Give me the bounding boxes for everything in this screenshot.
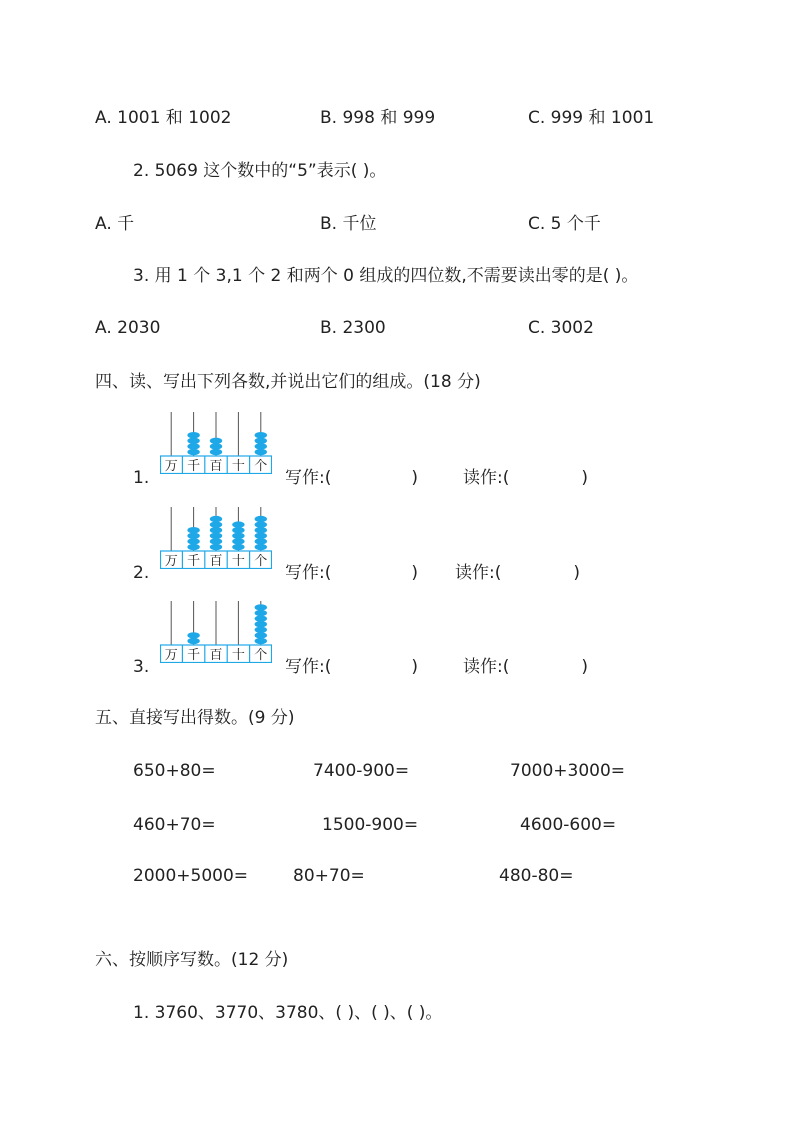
place-label: 个: [254, 554, 268, 569]
abacus-bead: [255, 449, 267, 455]
q3-stem: 3. 用 1 个 3,1 个 2 和两个 0 组成的四位数,不需要读出零的是( )。: [133, 266, 639, 286]
abacus-bead: [187, 438, 199, 444]
place-label: 万: [164, 648, 178, 663]
calc-item: 2000+5000=: [133, 866, 249, 886]
write-close: ): [411, 563, 419, 583]
place-label: 百: [209, 554, 223, 569]
calc-item: 460+70=: [133, 815, 216, 835]
place-label: 百: [209, 459, 223, 474]
abacus-bead: [187, 449, 199, 455]
abacus-bead: [187, 527, 199, 533]
abacus-bead: [255, 621, 267, 627]
abacus-bead: [187, 544, 199, 550]
place-label: 千: [187, 459, 201, 474]
abacus-bead: [232, 521, 244, 527]
q3-option-c: C. 3002: [528, 318, 594, 338]
read-answer: [455, 565, 580, 582]
place-label: 十: [231, 459, 245, 474]
abacus-bead: [210, 449, 222, 455]
calc-item: 4600-600=: [520, 815, 617, 835]
abacus-bead: [210, 443, 222, 449]
q2-option-b: B. 千位: [320, 214, 377, 234]
read-answer: [463, 470, 588, 487]
q1-option-c: C. 999 和 1001: [528, 108, 655, 128]
abacus-bead: [187, 638, 199, 644]
abacus-bead: [255, 533, 267, 539]
place-label: 千: [187, 554, 201, 569]
place-label: 万: [164, 554, 178, 569]
read-label: 读作:(: [463, 657, 510, 677]
q2-option-a: A. 千: [95, 214, 135, 234]
abacus-bead: [210, 544, 222, 550]
abacus-bead: [255, 527, 267, 533]
abacus-bead: [187, 538, 199, 544]
abacus-bead: [255, 521, 267, 527]
calc-item: 650+80=: [133, 761, 216, 781]
abacus-bead: [255, 432, 267, 438]
write-label: 写作:(: [285, 468, 332, 488]
abacus-bead: [255, 443, 267, 449]
abacus-bead: [232, 544, 244, 550]
q3-option-b: B. 2300: [320, 318, 386, 338]
q3-option-a: A. 2030: [95, 318, 161, 338]
place-label: 万: [164, 459, 178, 474]
place-label: 十: [231, 648, 245, 663]
abacus-bead: [255, 632, 267, 638]
abacus-bead: [255, 516, 267, 522]
abacus-bead: [255, 615, 267, 621]
abacus-bead: [255, 438, 267, 444]
read-answer: [463, 659, 588, 676]
calc-item: 80+70=: [293, 866, 365, 886]
write-label: 写作:(: [285, 563, 332, 583]
abacus: [160, 412, 272, 474]
read-close: ): [581, 657, 589, 677]
abacus-bead: [255, 604, 267, 610]
abacus-bead: [210, 516, 222, 522]
abacus-bead: [210, 538, 222, 544]
section5-title: 五、直接写出得数。(9 分): [95, 708, 295, 728]
abacus-bead: [255, 538, 267, 544]
place-label: 十: [231, 554, 245, 569]
abacus: [160, 507, 272, 569]
write-answer: [285, 565, 418, 582]
q1-option-a: A. 1001 和 1002: [95, 108, 232, 128]
abacus-item-number: 3.: [133, 657, 150, 677]
place-label: 千: [187, 648, 201, 663]
sequence-question: 1. 3760、3770、3780、( )、( )、( )。: [133, 1003, 443, 1023]
abacus-bead: [255, 627, 267, 633]
abacus-bead: [187, 533, 199, 539]
abacus-bead: [210, 533, 222, 539]
abacus: [160, 601, 272, 663]
abacus-bead: [210, 521, 222, 527]
abacus-bead: [232, 533, 244, 539]
abacus-item-number: 2.: [133, 563, 150, 583]
abacus-bead: [187, 432, 199, 438]
abacus-bead: [255, 638, 267, 644]
q2-option-c: C. 5 个千: [528, 214, 601, 234]
place-label: 个: [254, 648, 268, 663]
q2-stem: 2. 5069 这个数中的“5”表示( )。: [133, 161, 387, 181]
calc-item: 480-80=: [499, 866, 574, 886]
write-answer: [285, 659, 418, 676]
write-close: ): [411, 657, 419, 677]
write-close: ): [411, 468, 419, 488]
write-answer: [285, 470, 418, 487]
abacus-bead: [255, 544, 267, 550]
abacus-bead: [232, 527, 244, 533]
place-label: 百: [209, 648, 223, 663]
abacus-item-number: 1.: [133, 468, 150, 488]
abacus-bead: [255, 610, 267, 616]
q1-option-b: B. 998 和 999: [320, 108, 436, 128]
place-label: 个: [254, 459, 268, 474]
write-label: 写作:(: [285, 657, 332, 677]
read-close: ): [573, 563, 581, 583]
abacus-bead: [232, 538, 244, 544]
read-close: ): [581, 468, 589, 488]
read-label: 读作:(: [463, 468, 510, 488]
calc-item: 1500-900=: [322, 815, 419, 835]
abacus-bead: [187, 632, 199, 638]
section6-title: 六、按顺序写数。(12 分): [95, 950, 289, 970]
abacus-bead: [187, 443, 199, 449]
calc-item: 7000+3000=: [510, 761, 626, 781]
abacus-bead: [210, 527, 222, 533]
read-label: 读作:(: [455, 563, 502, 583]
section4-title: 四、读、写出下列各数,并说出它们的组成。(18 分): [95, 372, 481, 392]
calc-item: 7400-900=: [313, 761, 410, 781]
abacus-bead: [210, 438, 222, 444]
